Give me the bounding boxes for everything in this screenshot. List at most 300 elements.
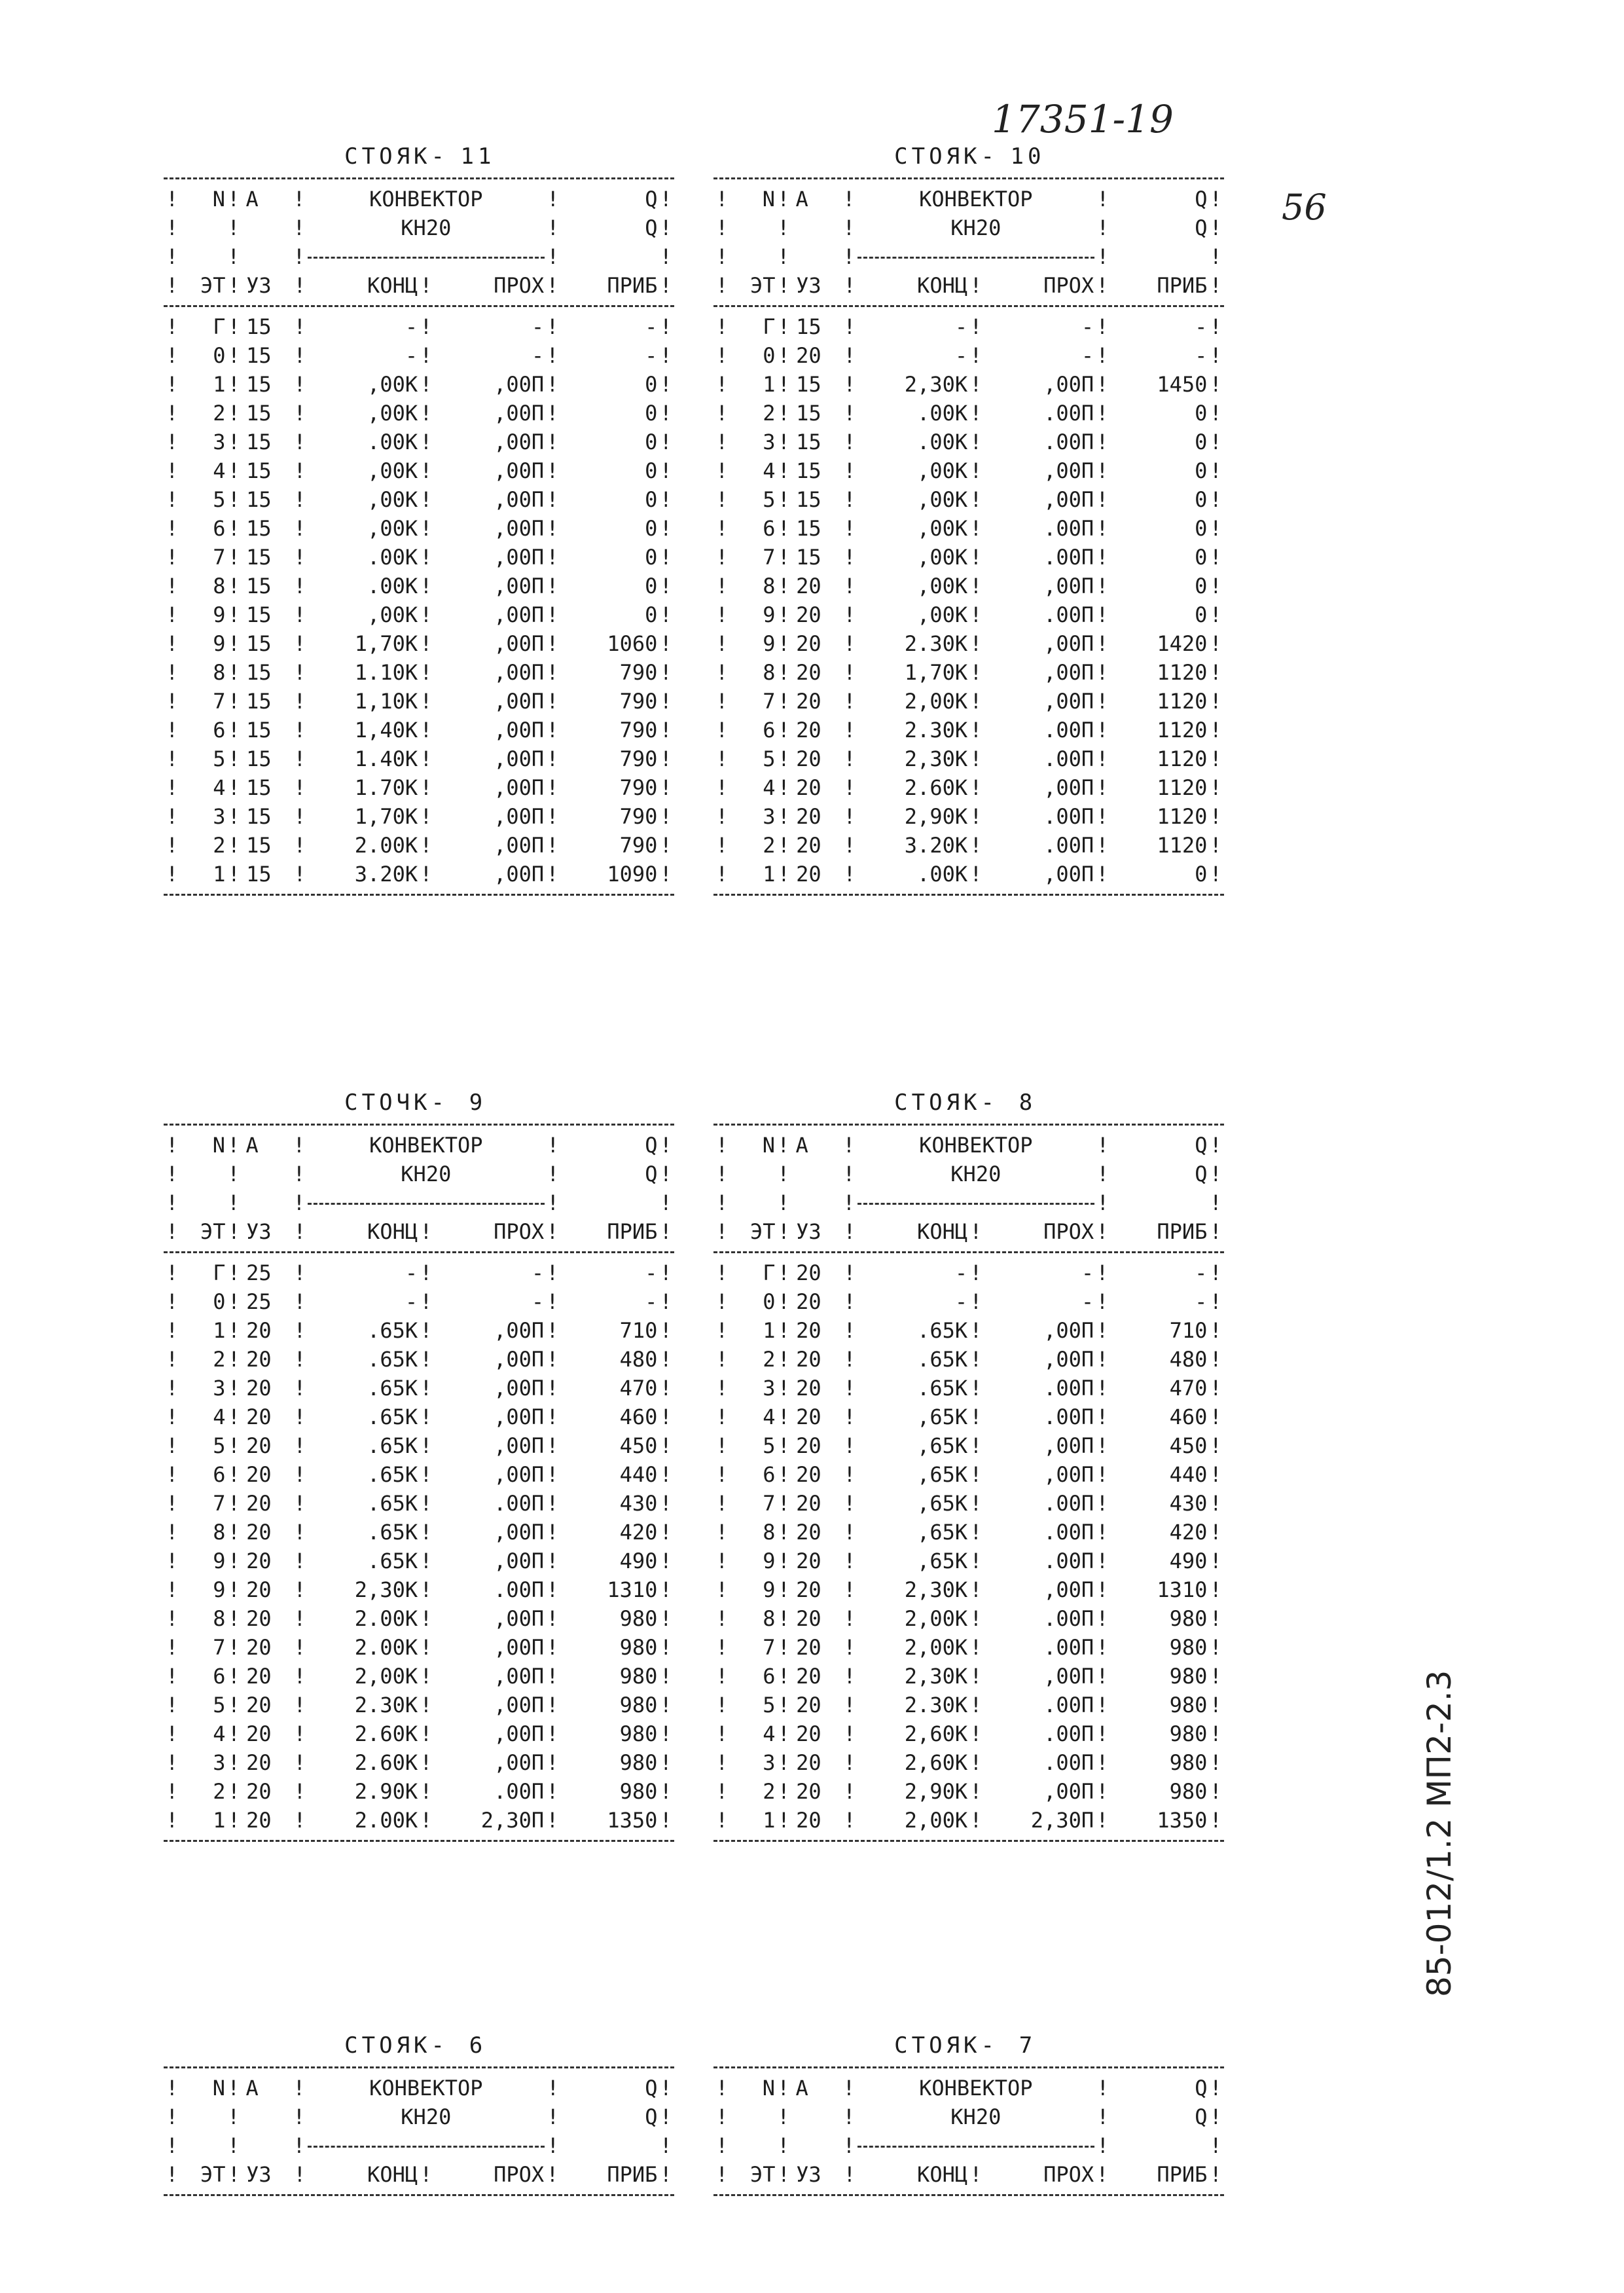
cell-separator: ! xyxy=(293,1779,306,1804)
end-cell: КОНЦ xyxy=(917,2162,968,2187)
cell-separator: ! xyxy=(777,631,790,656)
floor-cell: ЭТ xyxy=(200,273,226,298)
node-cell: 20 xyxy=(796,1289,821,1314)
node-cell: 15 xyxy=(246,862,272,887)
cell-separator: ! xyxy=(969,1318,983,1343)
header-row xyxy=(713,213,1224,242)
node-cell: 20 xyxy=(796,1635,821,1660)
device-cell: - xyxy=(1195,1289,1208,1314)
cell-separator: ! xyxy=(1096,1520,1109,1545)
floor-cell: 4 xyxy=(213,458,226,483)
pass-cell: .00П xyxy=(1043,1606,1094,1631)
riser-title-label: СТОЯК- xyxy=(894,143,998,170)
table-row xyxy=(713,456,1224,485)
cell-separator: ! xyxy=(166,1190,179,1215)
end-cell: 2,00К xyxy=(904,1808,968,1833)
cell-separator: ! xyxy=(546,273,559,298)
cell-separator: ! xyxy=(1209,1721,1222,1746)
cell-separator: ! xyxy=(969,1289,983,1314)
table-row xyxy=(713,514,1224,543)
node-cell: 15 xyxy=(796,401,821,426)
cell-separator: ! xyxy=(659,602,672,627)
header-convector: КОНВЕКТОР xyxy=(369,2076,483,2100)
end-cell: 2,30К xyxy=(904,372,968,397)
node-cell: 15 xyxy=(246,833,272,858)
cell-separator: ! xyxy=(227,1549,240,1573)
cell-separator: ! xyxy=(227,718,240,743)
header-blank xyxy=(792,2131,841,2160)
pass-cell: ПРОХ xyxy=(1043,273,1094,298)
floor-cell: 0 xyxy=(213,1289,226,1314)
pass-cell: .00П xyxy=(1043,545,1094,570)
cell-separator: ! xyxy=(166,833,179,858)
cell-separator: ! xyxy=(1209,1462,1222,1487)
node-cell: 15 xyxy=(246,631,272,656)
cell-separator: ! xyxy=(1209,1664,1222,1689)
cell-separator: ! xyxy=(293,1190,306,1215)
header-q: Q xyxy=(1195,1162,1208,1186)
cell-separator: ! xyxy=(420,1606,433,1631)
end-cell: 3.20К xyxy=(354,862,418,887)
riser-title xyxy=(164,141,674,172)
cell-separator: ! xyxy=(546,1520,559,1545)
cell-separator: ! xyxy=(1096,343,1109,368)
end-cell: - xyxy=(405,1289,418,1314)
floor-cell: 3 xyxy=(763,1376,776,1401)
cell-separator: ! xyxy=(659,1577,672,1602)
end-cell: 2.00К xyxy=(354,1808,418,1833)
node-cell: 15 xyxy=(246,314,272,339)
cell-separator: ! xyxy=(843,314,856,339)
cell-separator: ! xyxy=(166,602,179,627)
device-cell: 790 xyxy=(619,689,658,714)
cell-separator: ! xyxy=(969,401,983,426)
cell-separator: ! xyxy=(227,430,240,454)
pass-cell: .00П xyxy=(1043,833,1094,858)
cell-separator: ! xyxy=(1096,1664,1109,1689)
cell-separator: ! xyxy=(546,1219,559,1244)
cell-separator: ! xyxy=(166,244,179,269)
cell-separator: ! xyxy=(715,215,729,240)
cell-separator: ! xyxy=(546,1549,559,1573)
cell-separator: ! xyxy=(227,574,240,598)
cell-separator: ! xyxy=(969,2162,983,2187)
device-cell: 980 xyxy=(1169,1635,1208,1660)
table-row xyxy=(713,687,1224,716)
end-cell: - xyxy=(405,343,418,368)
node-cell: 20 xyxy=(246,1404,272,1429)
cell-separator: ! xyxy=(1209,487,1222,512)
cell-separator: ! xyxy=(969,1549,983,1573)
cell-separator: ! xyxy=(969,1664,983,1689)
table-row xyxy=(713,1547,1224,1575)
cell-separator: ! xyxy=(1209,660,1222,685)
table-row xyxy=(713,1287,1224,1316)
pass-cell: .00П xyxy=(494,1577,545,1602)
node-cell: 20 xyxy=(796,1808,821,1833)
cell-separator: ! xyxy=(969,1750,983,1775)
cell-separator: ! xyxy=(166,775,179,800)
cell-separator: ! xyxy=(715,516,729,541)
end-cell: 2,90К xyxy=(904,1779,968,1804)
end-cell: .00К xyxy=(367,545,418,570)
device-cell: 0 xyxy=(645,487,658,512)
cell-separator: ! xyxy=(843,487,856,512)
cell-separator: ! xyxy=(1209,833,1222,858)
cell-separator: ! xyxy=(293,1219,306,1244)
device-cell: 1450 xyxy=(1157,372,1208,397)
table-row xyxy=(164,802,674,831)
header-convector: КОНВЕКТОР xyxy=(919,1133,1033,1158)
cell-separator: ! xyxy=(1096,1347,1109,1372)
header-a: А xyxy=(795,187,808,211)
pass-cell: .00П xyxy=(1043,1750,1094,1775)
cell-separator: ! xyxy=(842,2133,856,2158)
cell-separator: ! xyxy=(715,833,729,858)
cell-separator: ! xyxy=(1096,187,1110,211)
cell-separator: ! xyxy=(1209,1289,1222,1314)
table-row xyxy=(713,716,1224,744)
riser-title xyxy=(713,1087,1224,1118)
header-row xyxy=(164,213,674,242)
cell-separator: ! xyxy=(969,1260,983,1285)
device-cell: 0 xyxy=(1195,545,1208,570)
cell-separator: ! xyxy=(659,631,672,656)
floor-cell: 3 xyxy=(763,804,776,829)
pass-cell: ,00П xyxy=(1043,487,1094,512)
node-cell: УЗ xyxy=(246,2162,272,2187)
riser-number: 9 xyxy=(469,1090,487,1116)
cell-separator: ! xyxy=(1209,516,1222,541)
column-header-row xyxy=(713,271,1224,300)
cell-separator: ! xyxy=(777,2162,790,2187)
cell-separator: ! xyxy=(546,775,559,800)
cell-separator: ! xyxy=(1209,1779,1222,1804)
device-cell: 0 xyxy=(1195,401,1208,426)
cell-separator: ! xyxy=(843,775,856,800)
end-cell: .65К xyxy=(917,1347,968,1372)
cell-separator: ! xyxy=(777,1721,790,1746)
header-blank xyxy=(242,1160,291,1188)
cell-separator: ! xyxy=(293,1606,306,1631)
device-cell: 430 xyxy=(1169,1491,1208,1516)
cell-separator: ! xyxy=(293,689,306,714)
header-row xyxy=(713,242,1224,271)
column-header-row xyxy=(713,1217,1224,1246)
cell-separator: ! xyxy=(227,1260,240,1285)
cell-separator: ! xyxy=(843,1693,856,1717)
header-a: А xyxy=(245,1133,259,1158)
table-row xyxy=(713,1374,1224,1403)
device-cell: 1310 xyxy=(607,1577,658,1602)
node-cell: 20 xyxy=(796,574,821,598)
node-cell: 20 xyxy=(796,1462,821,1487)
floor-cell: 4 xyxy=(213,1404,226,1429)
pass-cell: .00П xyxy=(1043,746,1094,771)
cell-separator: ! xyxy=(546,718,559,743)
node-cell: 20 xyxy=(796,1549,821,1573)
cell-separator: ! xyxy=(227,602,240,627)
cell-separator: ! xyxy=(227,1347,240,1372)
cell-separator: ! xyxy=(420,516,433,541)
cell-separator: ! xyxy=(1096,1433,1109,1458)
cell-separator: ! xyxy=(420,1404,433,1429)
cell-separator: ! xyxy=(1096,314,1109,339)
node-cell: 20 xyxy=(246,1318,272,1343)
header-convector: КОНВЕКТОР xyxy=(369,1133,483,1158)
cell-separator: ! xyxy=(843,458,856,483)
header-convector: КОНВЕКТОР xyxy=(919,187,1033,211)
cell-separator: ! xyxy=(293,1693,306,1717)
header-q: Q xyxy=(645,187,658,211)
table-row xyxy=(164,1403,674,1431)
cell-separator: ! xyxy=(1209,187,1222,211)
cell-separator: ! xyxy=(843,273,856,298)
node-cell: 15 xyxy=(246,430,272,454)
table-row xyxy=(713,1403,1224,1431)
cell-separator: ! xyxy=(969,545,983,570)
cell-separator: ! xyxy=(843,401,856,426)
cell-separator: ! xyxy=(659,775,672,800)
cell-separator: ! xyxy=(166,574,179,598)
cell-separator: ! xyxy=(546,862,559,887)
floor-cell: 0 xyxy=(763,343,776,368)
floor-cell: 8 xyxy=(763,574,776,598)
cell-separator: ! xyxy=(227,314,240,339)
device-cell: 980 xyxy=(619,1635,658,1660)
pass-cell: ,00П xyxy=(494,430,545,454)
cell-separator: ! xyxy=(843,1289,856,1314)
floor-cell: 7 xyxy=(213,1491,226,1516)
cell-separator: ! xyxy=(842,2076,856,2100)
cell-separator: ! xyxy=(1209,1404,1222,1429)
cell-separator: ! xyxy=(715,718,729,743)
cell-separator: ! xyxy=(842,244,856,269)
node-cell: 20 xyxy=(796,602,821,627)
pass-cell: ,00П xyxy=(494,487,545,512)
table-row xyxy=(164,1662,674,1691)
cell-separator: ! xyxy=(659,1721,672,1746)
header-kh: КН20 xyxy=(950,1162,1001,1186)
cell-separator: ! xyxy=(420,689,433,714)
cell-separator: ! xyxy=(777,372,790,397)
cell-separator: ! xyxy=(777,487,790,512)
node-cell: 20 xyxy=(796,631,821,656)
cell-separator: ! xyxy=(659,1779,672,1804)
cell-separator: ! xyxy=(293,1347,306,1372)
node-cell: 20 xyxy=(796,1260,821,1285)
cell-separator: ! xyxy=(842,215,856,240)
floor-cell: 5 xyxy=(213,1433,226,1458)
table-row xyxy=(164,773,674,802)
dashed-rule xyxy=(713,1251,1224,1253)
header-row xyxy=(164,242,674,271)
cell-separator: ! xyxy=(777,1635,790,1660)
cell-separator: ! xyxy=(546,1635,559,1660)
floor-cell: 8 xyxy=(213,1606,226,1631)
dashed-rule xyxy=(713,1124,1224,1126)
cell-separator: ! xyxy=(293,244,306,269)
end-cell: 2,60К xyxy=(904,1750,968,1775)
riser-title xyxy=(713,2030,1224,2061)
floor-cell: 3 xyxy=(763,430,776,454)
pass-cell: ,00П xyxy=(1043,1433,1094,1458)
cell-separator: ! xyxy=(293,1750,306,1775)
floor-cell: 9 xyxy=(213,1549,226,1573)
table-row xyxy=(713,802,1224,831)
cell-separator: ! xyxy=(227,2104,240,2129)
pass-cell: ,00П xyxy=(494,1664,545,1689)
header-blank xyxy=(792,242,841,271)
end-cell: КОНЦ xyxy=(367,273,418,298)
node-cell: 15 xyxy=(796,458,821,483)
cell-separator: ! xyxy=(715,1289,729,1314)
cell-separator: ! xyxy=(1209,273,1222,298)
cell-separator: ! xyxy=(1209,1347,1222,1372)
header-divider xyxy=(308,1203,545,1205)
riser-title-label: СТОЯК- xyxy=(894,2032,998,2059)
cell-separator: ! xyxy=(166,1750,179,1775)
cell-separator: ! xyxy=(1209,574,1222,598)
end-cell: КОНЦ xyxy=(367,1219,418,1244)
table-row xyxy=(164,1518,674,1547)
cell-separator: ! xyxy=(969,1577,983,1602)
header-q: Q xyxy=(645,1162,658,1186)
cell-separator: ! xyxy=(420,1433,433,1458)
cell-separator: ! xyxy=(1096,833,1109,858)
cell-separator: ! xyxy=(715,660,729,685)
header-kh: КН20 xyxy=(401,2104,452,2129)
pass-cell: ,00П xyxy=(1043,775,1094,800)
cell-separator: ! xyxy=(166,343,179,368)
cell-separator: ! xyxy=(715,244,729,269)
end-cell: ,65К xyxy=(917,1433,968,1458)
cell-separator: ! xyxy=(969,1779,983,1804)
floor-cell: 1 xyxy=(213,372,226,397)
node-cell: УЗ xyxy=(796,1219,821,1244)
node-cell: 20 xyxy=(796,1721,821,1746)
device-cell: 1420 xyxy=(1157,631,1208,656)
header-a: А xyxy=(795,1133,808,1158)
cell-separator: ! xyxy=(293,1376,306,1401)
cell-separator: ! xyxy=(293,1635,306,1660)
cell-separator: ! xyxy=(166,804,179,829)
cell-separator: ! xyxy=(777,1260,790,1285)
pass-cell: .00П xyxy=(1043,430,1094,454)
cell-separator: ! xyxy=(777,574,790,598)
cell-separator: ! xyxy=(1096,1721,1109,1746)
header-blank xyxy=(730,1160,775,1188)
cell-separator: ! xyxy=(659,2104,672,2129)
pass-cell: ,00П xyxy=(494,689,545,714)
cell-separator: ! xyxy=(659,746,672,771)
cell-separator: ! xyxy=(1096,1289,1109,1314)
cell-separator: ! xyxy=(777,775,790,800)
cell-separator: ! xyxy=(293,1577,306,1602)
riser-block xyxy=(713,141,1224,901)
dashed-rule xyxy=(713,2194,1224,2196)
table-row xyxy=(164,370,674,399)
cell-separator: ! xyxy=(293,1664,306,1689)
cell-separator: ! xyxy=(1096,401,1109,426)
cell-separator: ! xyxy=(546,1577,559,1602)
floor-cell: 2 xyxy=(213,833,226,858)
table-row xyxy=(164,1748,674,1777)
pass-cell: - xyxy=(531,343,545,368)
cell-separator: ! xyxy=(659,187,672,211)
device-cell: 1120 xyxy=(1157,746,1208,771)
cell-separator: ! xyxy=(166,1433,179,1458)
cell-separator: ! xyxy=(969,487,983,512)
header-blank xyxy=(1111,1188,1208,1217)
cell-separator: ! xyxy=(715,1433,729,1458)
cell-separator: ! xyxy=(420,273,433,298)
end-cell: КОНЦ xyxy=(917,1219,968,1244)
node-cell: 15 xyxy=(246,372,272,397)
device-cell: ПРИБ xyxy=(607,1219,658,1244)
cell-separator: ! xyxy=(777,2133,790,2158)
cell-separator: ! xyxy=(1096,2162,1109,2187)
device-cell: 0 xyxy=(645,516,658,541)
node-cell: 20 xyxy=(796,343,821,368)
cell-separator: ! xyxy=(546,1606,559,1631)
table-row xyxy=(164,716,674,744)
pass-cell: ,00П xyxy=(494,516,545,541)
pass-cell: ПРОХ xyxy=(494,1219,545,1244)
cell-separator: ! xyxy=(420,1491,433,1516)
pass-cell: ,00П xyxy=(1043,1318,1094,1343)
cell-separator: ! xyxy=(969,574,983,598)
cell-separator: ! xyxy=(1096,718,1109,743)
cell-separator: ! xyxy=(843,1721,856,1746)
cell-separator: ! xyxy=(227,1219,240,1244)
cell-separator: ! xyxy=(546,458,559,483)
cell-separator: ! xyxy=(715,187,729,211)
cell-separator: ! xyxy=(227,516,240,541)
cell-separator: ! xyxy=(659,1549,672,1573)
cell-separator: ! xyxy=(969,1433,983,1458)
cell-separator: ! xyxy=(547,2104,560,2129)
table-row xyxy=(164,1258,674,1287)
cell-separator: ! xyxy=(420,1347,433,1372)
floor-cell: 5 xyxy=(763,1433,776,1458)
table-row xyxy=(164,572,674,600)
end-cell: 1,10К xyxy=(354,689,418,714)
cell-separator: ! xyxy=(969,1347,983,1372)
dashed-rule xyxy=(164,177,674,179)
cell-separator: ! xyxy=(293,2133,306,2158)
cell-separator: ! xyxy=(1209,1577,1222,1602)
cell-separator: ! xyxy=(420,401,433,426)
end-cell: 2,00К xyxy=(904,689,968,714)
node-cell: 20 xyxy=(246,1347,272,1372)
cell-separator: ! xyxy=(659,545,672,570)
header-blank xyxy=(242,242,291,271)
riser-number: 11 xyxy=(460,143,496,170)
dashed-rule xyxy=(164,894,674,896)
end-cell: 2.30К xyxy=(904,1693,968,1717)
header-blank xyxy=(242,1188,291,1217)
cell-separator: ! xyxy=(227,1635,240,1660)
floor-cell: 8 xyxy=(763,1606,776,1631)
pass-cell: ,00П xyxy=(494,1376,545,1401)
cell-separator: ! xyxy=(420,631,433,656)
node-cell: 20 xyxy=(796,775,821,800)
cell-separator: ! xyxy=(227,372,240,397)
cell-separator: ! xyxy=(227,1606,240,1631)
dashed-rule xyxy=(164,1251,674,1253)
cell-separator: ! xyxy=(969,718,983,743)
